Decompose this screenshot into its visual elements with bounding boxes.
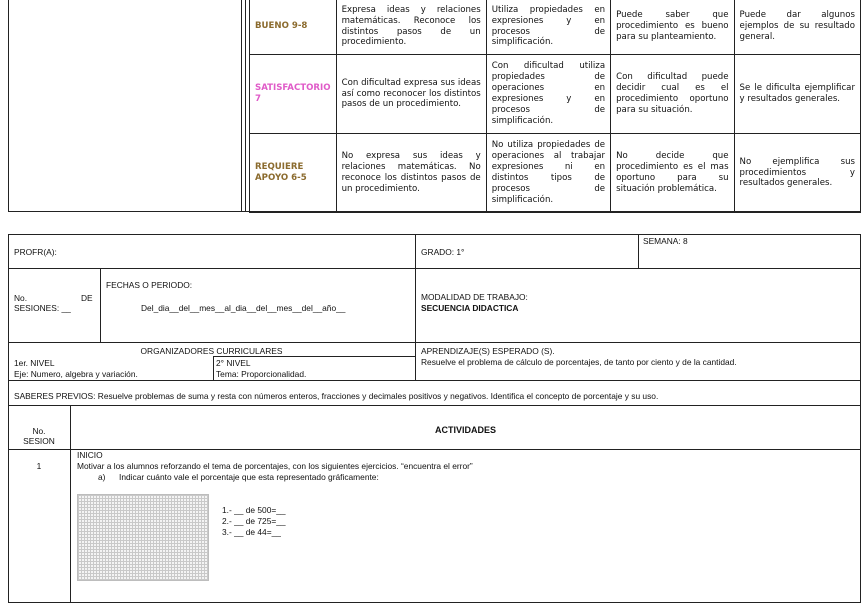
- form-hline: [213, 356, 415, 357]
- form-vline: [213, 356, 214, 381]
- level-satisfactorio: SATISFACTORIO 7: [250, 55, 337, 134]
- form-vline: [638, 234, 639, 269]
- grado-label: GRADO: 1°: [421, 247, 465, 257]
- rubric-cell: No decide que procedimiento es el mas oportuno para su situación problemática.: [611, 134, 734, 213]
- exercise-3: 3.- __ de 44=__: [222, 527, 281, 537]
- rubric-row-bueno: [250, 0, 861, 55]
- inicio-label: INICIO: [77, 450, 103, 460]
- tema-label: Tema: Proporcionalidad.: [216, 369, 307, 379]
- exercise-2: 2.- __ de 725=__: [222, 516, 286, 526]
- item-a-text: Indicar cuánto vale el porcentaje que esta representado gráficamente:: [119, 472, 379, 482]
- semana-label: SEMANA: 8: [643, 236, 688, 246]
- exercise-1: 1.- __ de 500=__: [222, 505, 286, 515]
- form-hline: [8, 342, 861, 343]
- sesiones-label-de: DE: [81, 293, 93, 303]
- form-hline: [8, 268, 861, 269]
- form-vline: [100, 268, 101, 343]
- rubric-cell: Puede dar algunos ejemplos de su resultado general.: [734, 0, 860, 55]
- col-sesion-header-b: SESION: [23, 436, 55, 446]
- fechas-value: Del_dia__del__mes__al_dia__del__mes__del__año__: [141, 303, 346, 313]
- rubric-table: [249, 0, 861, 213]
- rubric-cell: No utiliza propiedades de operaciones al trabajar expresiones ni en distintos tipos de procesos de simplificación.: [486, 134, 610, 213]
- form-hline: [8, 380, 861, 381]
- item-a-letter: a): [98, 472, 106, 482]
- rubric-cell: Con dificultad puede decidir cual es el procedimiento oportuno para su situación.: [611, 55, 734, 134]
- form-vline: [415, 234, 416, 381]
- level-bueno: BUENO 9-8: [250, 0, 337, 55]
- rubric-inner-line-2: [245, 0, 246, 212]
- rubric-cell: Con dificultad utiliza propiedades de operaciones en expresiones y en procesos de simplificación.: [486, 55, 610, 134]
- modalidad-label: MODALIDAD DE TRABAJO:: [421, 292, 528, 302]
- eje-label: Eje: Numero, algebra y variación.: [14, 369, 138, 379]
- sesiones-label-b: SESIONES: __: [14, 303, 71, 313]
- nivel1-label: 1er. NIVEL: [14, 358, 55, 368]
- level-requiere-apoyo: REQUIERE APOYO 6-5: [250, 134, 337, 213]
- col-actividades-header: ACTIVIDADES: [434, 425, 496, 435]
- aprendizaje-label: APRENDIZAJE(S) ESPERADO (S).: [421, 346, 555, 356]
- nivel2-label: 2° NIVEL: [216, 358, 251, 368]
- rubric-cell: Puede saber que procedimiento es bueno para su planteamiento.: [611, 0, 734, 55]
- profr-label: PROFR(A):: [14, 247, 57, 257]
- rubric-cell: No expresa sus ideas y relaciones matemáticas. No reconoce los distintos pasos de un procedimiento.: [336, 134, 486, 213]
- motivar-text: Motivar a los alumnos reforzando el tema de porcentajes, con los siguientes ejercicios. “encuentra el error”: [77, 461, 473, 471]
- organizadores-title: ORGANIZADORES CURRICULARES: [140, 346, 283, 356]
- rubric-cell: Expresa ideas y relaciones matemáticas. Reconoce los distintos pasos de un procedimiento.: [336, 0, 486, 55]
- percentage-grid-figure: [77, 494, 209, 581]
- fechas-label: FECHAS O PERIODO:: [106, 280, 193, 290]
- rubric-cell: Con dificultad expresa sus ideas así como reconocer los distintos pasos de un procedimiento.: [336, 55, 486, 134]
- rubric-row-satisfactorio: [250, 55, 861, 134]
- modalidad-value: SECUENCIA DIDACTICA: [421, 303, 519, 313]
- rubric-row-requiere-apoyo: [250, 134, 861, 213]
- rubric-inner-line-1: [241, 0, 242, 212]
- sesiones-label-a: No.: [14, 293, 28, 303]
- form-hline: [8, 449, 861, 450]
- rubric-outer-left-border: [8, 0, 9, 212]
- form-hline: [8, 405, 861, 406]
- session-number: 1: [36, 461, 42, 471]
- rubric-cell: No ejemplifica sus procedimientos y resultados generales.: [734, 134, 860, 213]
- rubric-cell: Se le dificulta ejemplificar y resultados generales.: [734, 55, 860, 134]
- saberes-previos: SABERES PREVIOS: Resuelve problemas de suma y resta con números enteros, fracciones y decimales positivos y negativos. Identifica el concepto de porcentaje y su uso.: [14, 391, 659, 401]
- col-sesion-header-a: No.: [32, 426, 46, 436]
- aprendizaje-value: Resuelve el problema de cálculo de porcentajes, de tanto por ciento y de la cantidad.: [421, 357, 737, 367]
- rubric-cell: Utiliza propiedades en expresiones y en procesos de simplificación.: [486, 0, 610, 55]
